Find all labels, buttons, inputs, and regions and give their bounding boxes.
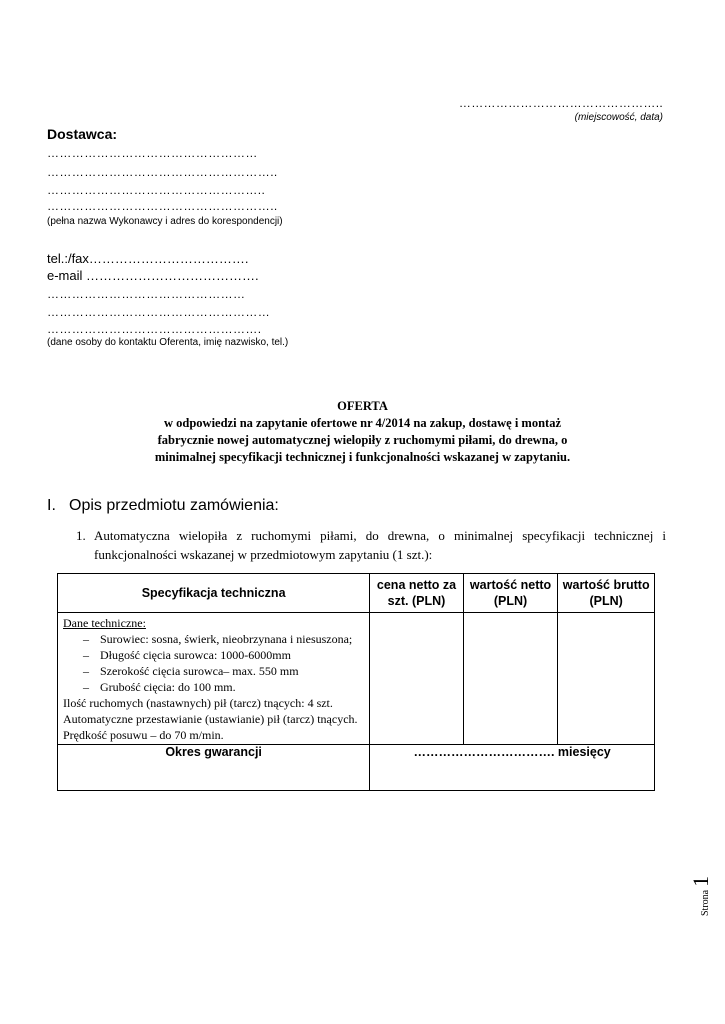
contact-caption: (dane osoby do kontaktu Oferenta, imię nazwisko, tel.) <box>47 337 289 348</box>
supplier-caption: (pełna nazwa Wykonawcy i adres do korespondencji) <box>47 216 283 227</box>
spec-bullet-list <box>63 631 361 695</box>
offer-line: minimalnej specyfikacji technicznej i funkcjonalności wskazanej w zapytaniu. <box>154 450 571 464</box>
supplier-line: ……………………………………………….. <box>47 199 278 213</box>
section-title: Opis przedmiotu zamówienia: <box>69 497 279 514</box>
offer-title: OFERTA <box>337 399 388 413</box>
item-description <box>76 526 666 564</box>
page-number <box>688 876 714 916</box>
spec-paragraph: Ilość ruchomych (nastawnych) pił (tarcz) tnących: 4 szt. <box>63 696 333 710</box>
table-row <box>58 613 655 745</box>
supplier-line: ……………………………………………….. <box>47 165 278 179</box>
spec-paragraph: Prędkość posuwu – do 70 m/min. <box>63 728 224 742</box>
supplier-title: Dostawca: <box>47 126 118 142</box>
offer-line: w odpowiedzi na zapytanie ofertowe nr 4/2014 na zakup, dostawę i montaż <box>164 416 561 430</box>
supplier-line: …………………………………………….. <box>47 183 266 197</box>
spec-cell <box>58 613 370 745</box>
page-label: Strona <box>700 889 711 916</box>
offer-heading <box>60 398 665 466</box>
offer-line: fabrycznie nowej automatycznej wielopiły z ruchomymi piłami, do drewna, o <box>157 433 568 447</box>
warranty-value[interactable]: ……………………………. miesięcy <box>370 745 655 791</box>
net-value-cell[interactable] <box>463 613 558 745</box>
header-spec: Specyfikacja techniczna <box>58 574 370 613</box>
header-gross-value: wartość brutto (PLN) <box>558 574 655 613</box>
spec-bullet: – Szerokość cięcia surowca– max. 550 mm <box>83 663 361 679</box>
spec-table <box>57 573 655 791</box>
date-placeholder: ………………………………………….. <box>458 96 663 110</box>
date-caption: (miejscowość, data) <box>574 112 663 123</box>
contact-line: ……………………………………………. <box>47 322 262 336</box>
section-heading <box>47 497 279 515</box>
item-text: Automatyczna wielopiła z ruchomymi piłami, do drewna, o minimalnej specyfikacji technicznej i funkcjonalności wskazanej w przedmiotowym zapytaniu (1 szt.): <box>94 528 666 562</box>
supplier-line: …………………………………………… <box>47 146 258 160</box>
spec-heading: Dane techniczne: <box>63 616 146 630</box>
spec-bullet: – Grubość cięcia: do 100 mm. <box>83 679 361 695</box>
header-unit-net-price: cena netto za szt. (PLN) <box>370 574 464 613</box>
warranty-label: Okres gwarancji <box>58 745 370 791</box>
header-net-value: wartość netto (PLN) <box>463 574 558 613</box>
email-field: e-mail …………………………………. <box>47 268 259 283</box>
item-number: 1. <box>76 528 86 543</box>
tel-fax-field: tel.:/fax………………………………. <box>47 251 249 266</box>
page-number-value: 1 <box>688 875 713 887</box>
gross-value-cell[interactable] <box>558 613 655 745</box>
warranty-row <box>58 745 655 791</box>
table-header-row <box>58 574 655 613</box>
contact-line: ………………………………………… <box>47 287 246 301</box>
spec-bullet: – Surowiec: sosna, świerk, nieobrzynana i niesuszona; <box>83 631 361 647</box>
section-number: I. <box>47 497 56 514</box>
unit-net-price-cell[interactable] <box>370 613 464 745</box>
contact-line: ……………………………………………… <box>47 305 271 319</box>
spec-paragraph: Automatyczne przestawianie (ustawianie) pił (tarcz) tnących. <box>63 712 358 726</box>
spec-bullet: – Długość cięcia surowca: 1000-6000mm <box>83 647 361 663</box>
